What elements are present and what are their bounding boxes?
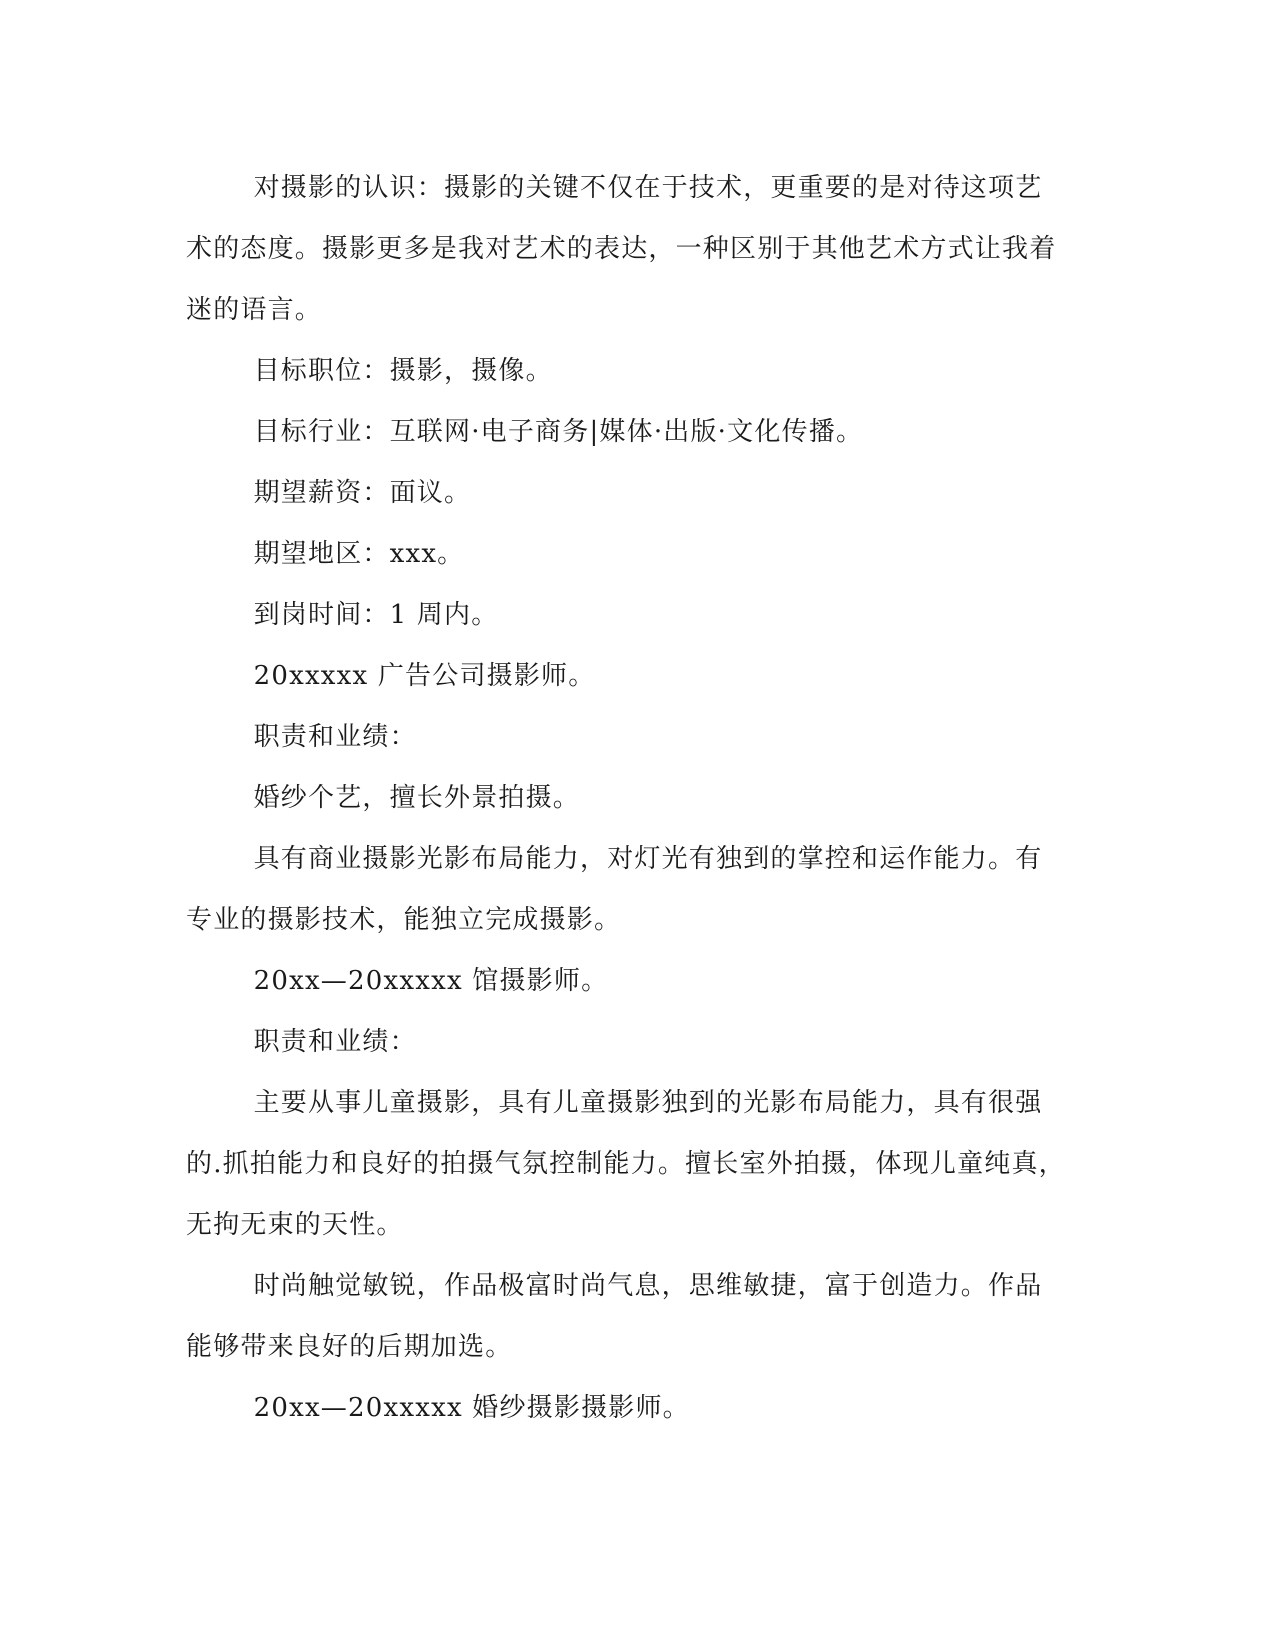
paragraph-job-1-duties-heading: 职责和业绩： [253,722,417,752]
paragraph-job-1-duty-1: 婚纱个艺，擅长外景拍摄。 [253,783,580,813]
paragraph-job-3-title: 20xx—20xxxxx 婚纱摄影摄影师。 [253,1393,690,1423]
paragraph-job-2-title: 20xx—20xxxxx 馆摄影师。 [253,966,609,996]
paragraph-target-industry: 目标行业：互联网·电子商务|媒体·出版·文化传播。 [253,417,864,447]
paragraph-job-2-duty-2: 时尚触觉敏锐，作品极富时尚气息，思维敏捷，富于创造力。作品能够带来良好的后期加选。 [186,1271,1043,1362]
paragraph-job-2-duty-1: 主要从事儿童摄影，具有儿童摄影独到的光影布局能力，具有很强的.抓拍能力和良好的拍摄气氛控制能力。擅长室外拍摄，体现儿童纯真，无拘无束的天性。 [186,1088,1066,1240]
paragraph-job-2-duties-heading: 职责和业绩： [253,1027,417,1057]
paragraph-photography-view: 对摄影的认识：摄影的关键不仅在于技术，更重要的是对待这项艺术的态度。摄影更多是我对艺术的表达，一种区别于其他艺术方式让我着迷的语言。 [186,173,1057,325]
paragraph-expected-region: 期望地区：xxx。 [253,539,465,569]
paragraph-target-position: 目标职位：摄影，摄像。 [253,356,553,386]
paragraph-job-1-duty-2: 具有商业摄影光影布局能力，对灯光有独到的掌控和运作能力。有专业的摄影技术，能独立完成摄影。 [186,844,1043,935]
paragraph-job-1-title: 20xxxxx 广告公司摄影师。 [253,661,596,691]
paragraph-start-time: 到岗时间：1 周内。 [253,600,499,630]
document-body [186,158,1066,1439]
paragraph-expected-salary: 期望薪资：面议。 [253,478,472,508]
